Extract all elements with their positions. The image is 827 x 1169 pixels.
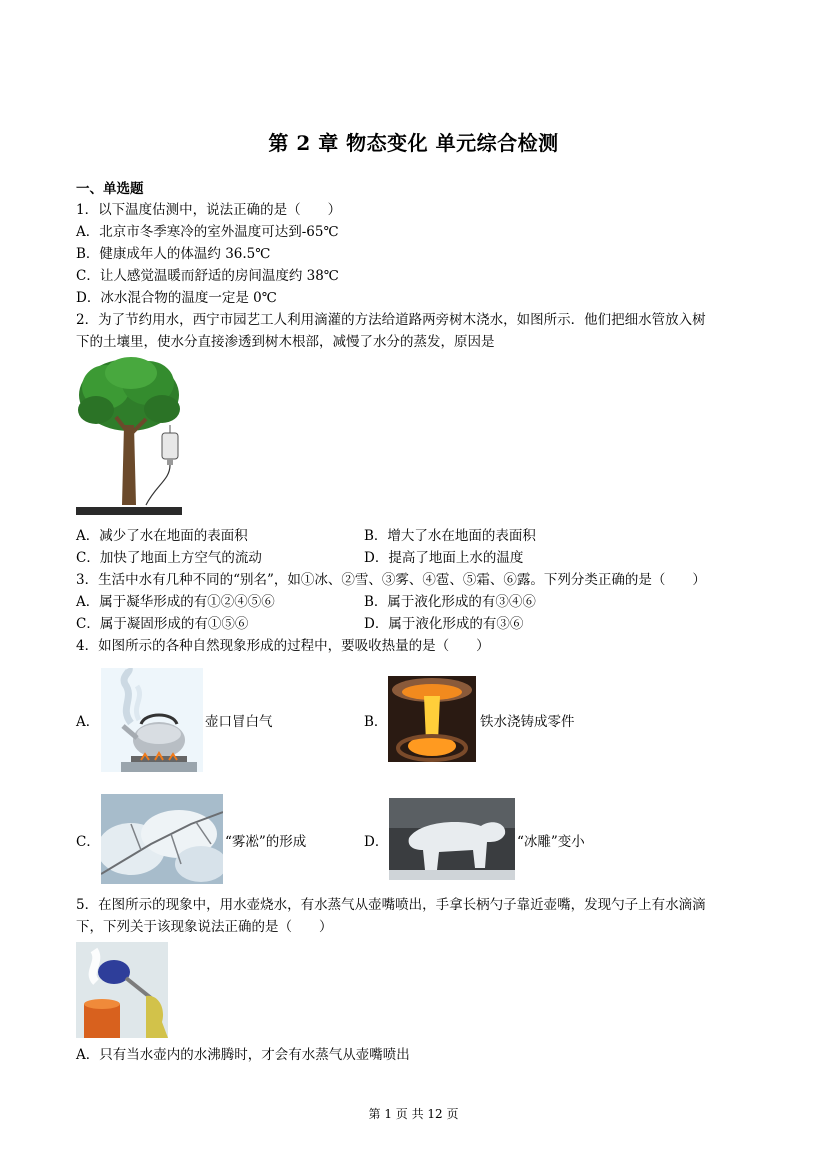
q4-option-c-label: C．	[76, 834, 100, 850]
ice-sculpture-bear-picture	[389, 798, 515, 880]
q4-option-b-label: B．	[364, 714, 388, 730]
q2-option-b: B．增大了水在地面的表面积	[364, 528, 536, 544]
q3-option-a: A．属于凝华形成的有①②④⑤⑥	[76, 594, 275, 610]
kettle-spoon-picture	[76, 942, 168, 1038]
q5-stem-line2: 下，下列关于该现象说法正确的是（ ）	[76, 919, 333, 935]
q4-option-a-text: 壶口冒白气	[205, 714, 273, 730]
q2-stem-line2: 下的土壤里，使水分直接渗透到树木根部，减慢了水分的蒸发，原因是	[76, 334, 495, 350]
q4-option-c-text: “雾凇”的形成	[225, 834, 307, 850]
q2-option-c: C．加快了地面上方空气的流动	[76, 550, 262, 566]
q4-option-b-text: 铁水浇铸成零件	[480, 714, 575, 730]
q4-option-a-label: A．	[76, 714, 100, 730]
q4-option-d-text: “冰雕”变小	[517, 834, 585, 850]
q2-option-a: A．减少了水在地面的表面积	[76, 528, 248, 544]
section-heading: 一、单选题	[76, 181, 144, 197]
q3-option-c: C．属于凝固形成的有①⑤⑥	[76, 616, 249, 632]
q2-stem-line1: 2．为了节约用水，西宁市园艺工人利用滴灌的方法给道路两旁树木浇水，如图所示．他们把细水管放入树	[76, 312, 706, 328]
q3-option-d: D．属于液化形成的有③⑥	[364, 616, 524, 632]
q1-option-a: A．北京市冬季寒冷的室外温度可达到-65℃	[76, 224, 339, 240]
molten-iron-casting-picture	[388, 676, 476, 762]
q2-option-d: D．提高了地面上水的温度	[364, 550, 524, 566]
tree-drip-irrigation-illustration	[76, 355, 182, 522]
q3-stem: 3．生活中水有几种不同的“别名”，如①冰、②雪、③雾、④雹、⑤霜、⑥露。下列分类正确的是（ ）	[76, 572, 706, 588]
rime-frost-picture	[101, 794, 223, 884]
q4-stem: 4．如图所示的各种自然现象形成的过程中，要吸收热量的是（ ）	[76, 638, 490, 654]
q1-option-b: B．健康成年人的体温约 36.5℃	[76, 246, 271, 262]
page-title: 第 2 章 物态变化 单元综合检测	[268, 131, 559, 155]
q5-option-a: A．只有当水壶内的水沸腾时，才会有水蒸气从壶嘴喷出	[76, 1047, 410, 1063]
kettle-steam-picture	[101, 668, 203, 772]
q3-option-b: B．属于液化形成的有③④⑥	[364, 594, 536, 610]
page-footer: 第 1 页 共 12 页	[368, 1107, 459, 1121]
q1-option-d: D．冰水混合物的温度一定是 0℃	[76, 290, 277, 306]
q1-option-c: C．让人感觉温暖而舒适的房间温度约 38℃	[76, 268, 339, 284]
q5-stem-line1: 5．在图所示的现象中，用水壶烧水，有水蒸气从壶嘴喷出，手拿长柄勺子靠近壶嘴，发现勺子上有水滴滴	[76, 897, 706, 913]
q4-option-d-label: D．	[364, 834, 389, 850]
q1-stem: 1．以下温度估测中，说法正确的是（ ）	[76, 202, 342, 218]
